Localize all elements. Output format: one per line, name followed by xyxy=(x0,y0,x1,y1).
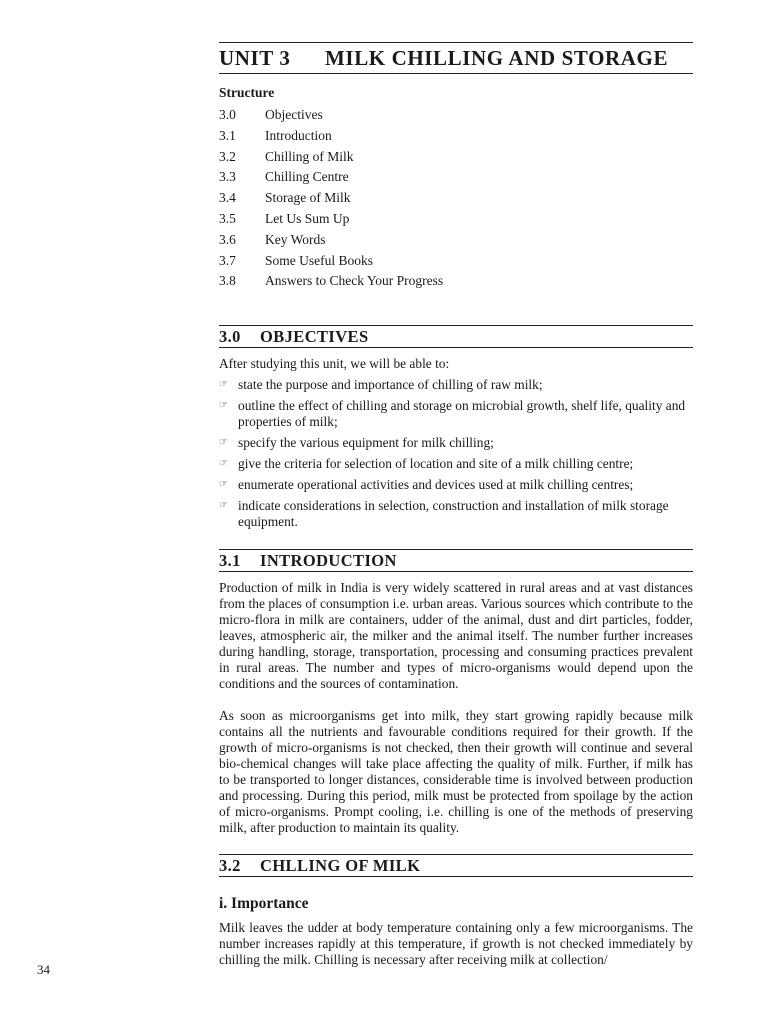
objective-item xyxy=(219,377,693,393)
page-content xyxy=(219,42,693,968)
section-title: CHLLING OF MILK xyxy=(260,856,421,876)
section-number: 3.0 xyxy=(219,327,241,347)
toc-number: 3.6 xyxy=(219,231,236,247)
toc-label: Let Us Sum Up xyxy=(265,210,350,226)
objective-item xyxy=(219,498,693,530)
toc-item xyxy=(219,271,693,292)
pointing-hand-icon: ☞ xyxy=(219,379,228,391)
chilling-paragraph: Milk leaves the udder at body temperature containing only a few microorganisms. The number increases rapidly at this temperature, if growth is not checked immediately by chilling the milk. Chilling is necessary after receiving milk at collection/ xyxy=(219,920,693,968)
toc-item xyxy=(219,105,693,126)
section-title: OBJECTIVES xyxy=(260,327,369,347)
pointing-hand-icon: ☞ xyxy=(219,437,228,449)
sub-heading-importance: i. Importance xyxy=(219,895,309,913)
toc-item xyxy=(219,188,693,209)
pointing-hand-icon: ☞ xyxy=(219,500,228,512)
toc-number: 3.1 xyxy=(219,127,236,143)
unit-number: UNIT 3 xyxy=(219,46,291,70)
unit-title xyxy=(219,42,693,74)
unit-name: MILK CHILLING AND STORAGE xyxy=(325,46,669,70)
toc-label: Chilling of Milk xyxy=(265,148,354,164)
intro-paragraph: As soon as microorganisms get into milk, they start growing rapidly because milk contains all the nutrients and favourable conditions required for their growth. If the growth of micro-organisms is not checked, then their growth will continue and several bio-chemical changes will take place affecting the quality of milk. Further, if milk has to be transported to longer distances, considerable time is involved between production and processing. During this period, milk must be protected from spoilage by the action of micro-organisms. Prompt cooling, i.e. chilling is one of the methods of preserving milk, after production to maintain its quality. xyxy=(219,708,693,836)
objective-text: state the purpose and importance of chilling of raw milk; xyxy=(238,377,543,393)
toc-label: Key Words xyxy=(265,231,326,247)
toc-label: Chilling Centre xyxy=(265,169,349,185)
structure-list xyxy=(219,105,693,292)
toc-number: 3.4 xyxy=(219,190,236,206)
toc-label: Some Useful Books xyxy=(265,252,373,268)
pointing-hand-icon: ☞ xyxy=(219,458,228,470)
pointing-hand-icon: ☞ xyxy=(219,400,228,412)
objective-item xyxy=(219,456,693,472)
objective-item xyxy=(219,435,693,451)
toc-item xyxy=(219,147,693,168)
toc-number: 3.0 xyxy=(219,107,236,122)
section-number: 3.2 xyxy=(219,856,241,876)
section-number: 3.1 xyxy=(219,551,241,571)
toc-label: Answers to Check Your Progress xyxy=(265,273,444,289)
toc-item xyxy=(219,126,693,147)
objective-item xyxy=(219,398,693,430)
structure-heading: Structure xyxy=(219,85,275,100)
objective-text: give the criteria for selection of location and site of a milk chilling centre; xyxy=(238,456,634,472)
toc-item xyxy=(219,167,693,188)
section-heading-chilling xyxy=(219,854,693,877)
objective-text: indicate considerations in selection, construction and installation of milk storage equipment. xyxy=(238,498,669,530)
pointing-hand-icon: ☞ xyxy=(219,479,228,491)
objective-text: enumerate operational activities and devices used at milk chilling centres; xyxy=(238,477,634,493)
toc-label: Storage of Milk xyxy=(265,190,351,206)
toc-number: 3.8 xyxy=(219,273,236,289)
section-heading-introduction xyxy=(219,549,693,572)
toc-label: Objectives xyxy=(265,107,323,122)
objectives-list xyxy=(219,377,693,530)
objective-item xyxy=(219,477,693,493)
objective-text: specify the various equipment for milk chilling; xyxy=(238,435,494,451)
intro-paragraph: Production of milk in India is very widely scattered in rural areas and at vast distances from the places of consumption i.e. urban areas. Various sources which contribute to the micro-flora in milk are containers, udder of the animal, dust and dirt particles, fodder, leaves, atmospheric air, the milker and the animal itself. The number further increases during handling, storage, transportation, processing and consuming practices prevalent in rural areas. The number and types of micro-organisms would depend upon the conditions and the sources of contamination. xyxy=(219,580,693,692)
objective-text: outline the effect of chilling and storage on microbial growth, shelf life, quality and properties of milk; xyxy=(238,398,686,430)
page-number: 34 xyxy=(37,962,50,977)
toc-number: 3.2 xyxy=(219,148,236,164)
toc-number: 3.3 xyxy=(219,169,236,185)
objectives-intro: After studying this unit, we will be able to: xyxy=(219,356,450,372)
section-heading-objectives xyxy=(219,325,693,348)
toc-number: 3.5 xyxy=(219,210,236,226)
toc-label: Introduction xyxy=(265,127,332,143)
toc-item xyxy=(219,251,693,272)
toc-item xyxy=(219,209,693,230)
toc-item xyxy=(219,230,693,251)
toc-number: 3.7 xyxy=(219,252,236,268)
section-title: INTRODUCTION xyxy=(260,551,397,571)
